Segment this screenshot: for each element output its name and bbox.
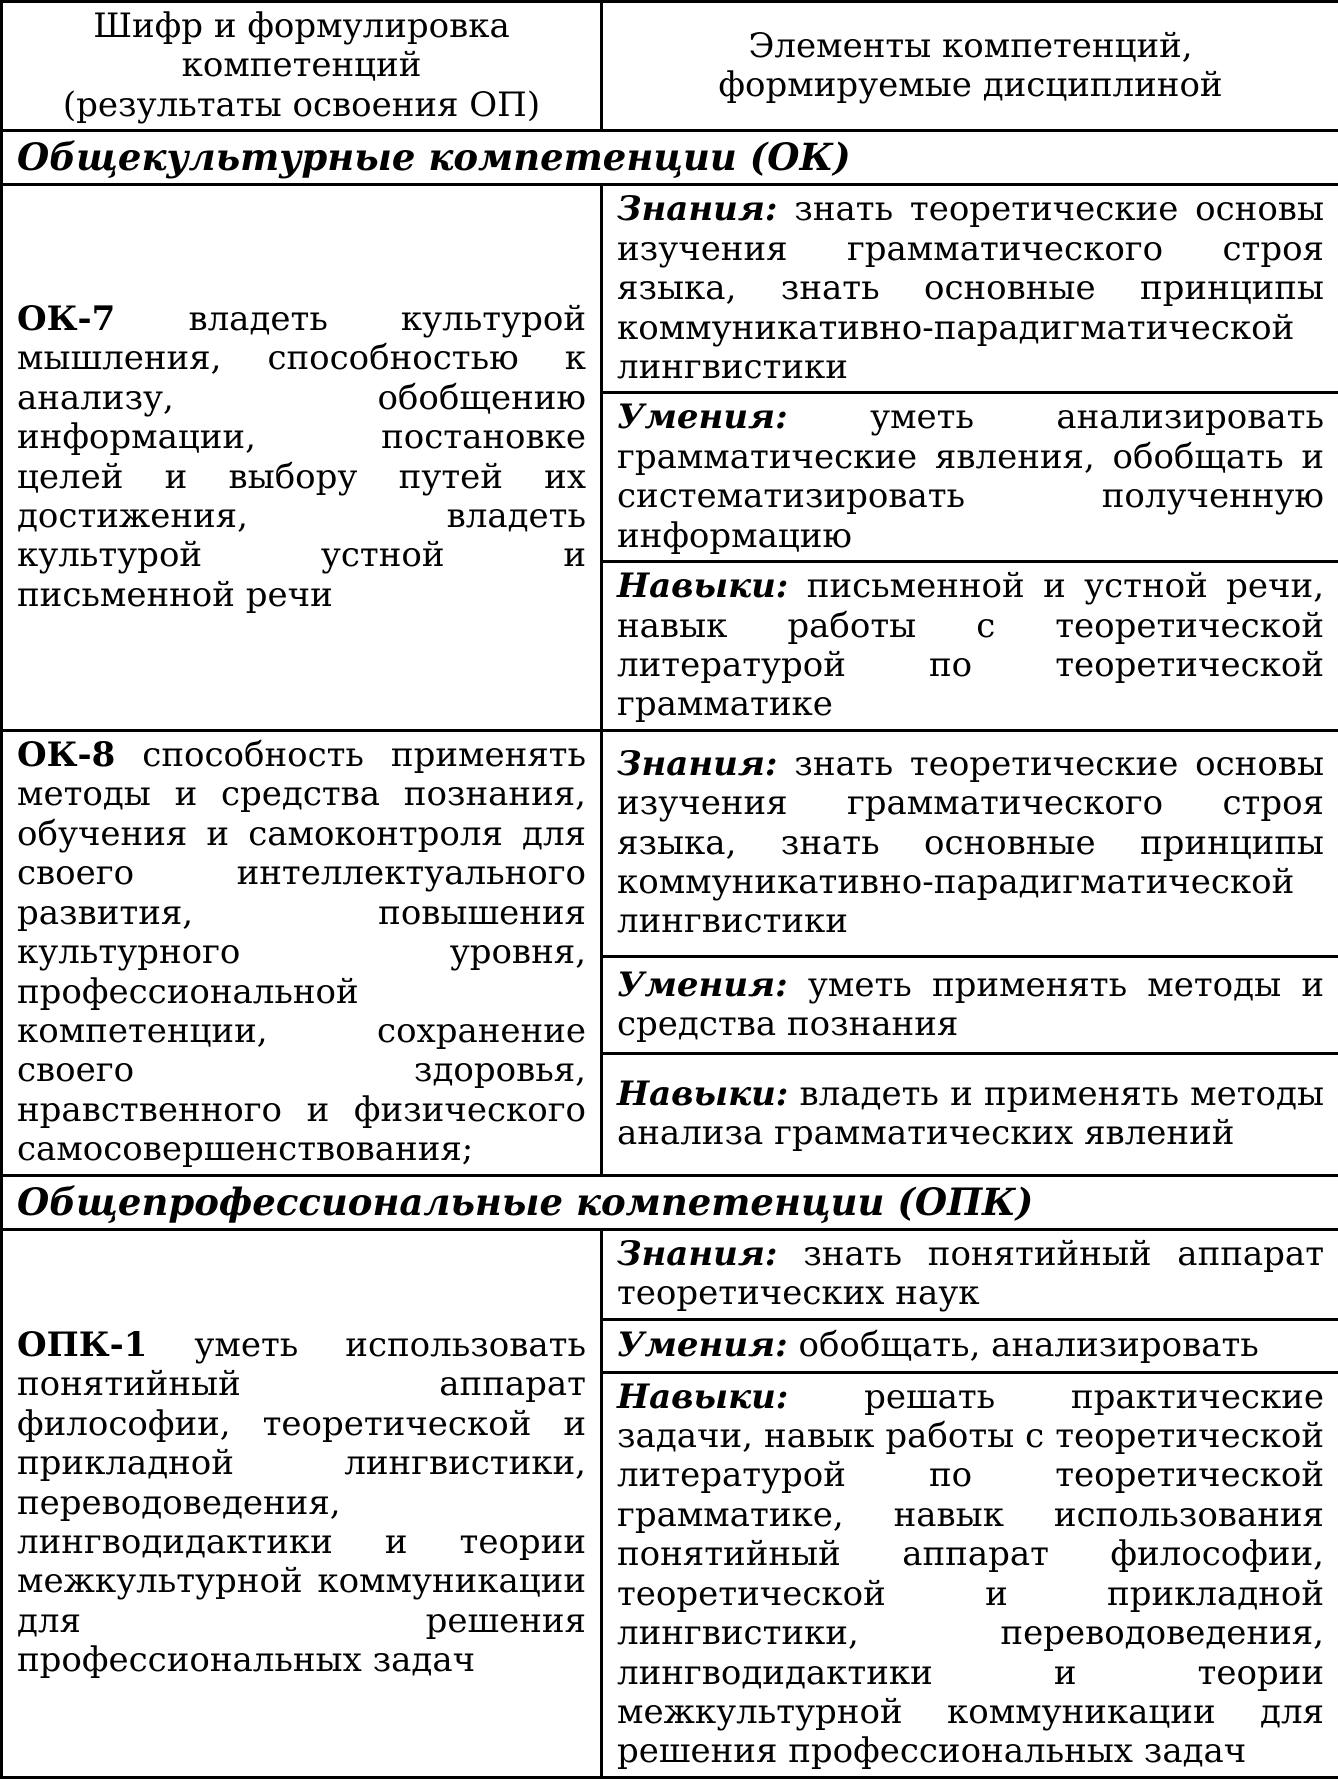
element-cell-ok8-navyki [602, 1054, 1338, 1176]
competency-code-ok7: ОК-7 [17, 299, 115, 339]
section-header-ok: Общекультурные компетенции (ОК) [2, 131, 1338, 185]
header-col-elements [602, 2, 1338, 131]
element-text-opk1-navyki: решать практические задачи, навык работы с теоретической литературой по теоретической грамматике, навык использования понятийный аппарат философии, теоретической и прикладной лингвистики, переводоведения, лингводидактики и теории межкультурной коммуникации для решения профессиональных задач [617, 1377, 1324, 1772]
element-label-znaniya: Знания: [617, 744, 777, 784]
element-cell-ok8-umeniya [602, 956, 1338, 1053]
row-opk1-znaniya [2, 1229, 1338, 1319]
section-row-ok [2, 131, 1338, 185]
competency-code-ok8: ОК-8 [17, 735, 115, 775]
header-col-competency-line2: (результаты освоения ОП) [17, 86, 586, 125]
element-text-ok8-umeniya: уметь применять методы и средства познания [617, 965, 1324, 1044]
header-col-elements-line1: Элементы компетенций, [617, 27, 1324, 66]
competency-cell-ok7 [2, 185, 602, 731]
element-text-opk1-umeniya: обобщать, анализировать [798, 1325, 1258, 1365]
element-text-ok8-navyki: владеть и применять методы анализа грамматических явлений [617, 1074, 1324, 1153]
element-text-ok7-znaniya: знать теоретические основы изучения грамматического строя языка, знать основные принципы коммуникативно-парадигматической лингвистики [617, 189, 1324, 387]
element-cell-opk1-znaniya [602, 1229, 1338, 1319]
competency-description-ok7: владеть культурой мышления, способностью к анализу, обобщению информации, постановке целей и выбору путей их достижения, владеть культурой устной и письменной речи [17, 299, 586, 615]
section-header-opk: Общепрофессиональные компетенции (ОПК) [2, 1175, 1338, 1229]
element-label-umeniya: Умения: [617, 1325, 788, 1365]
element-cell-opk1-umeniya [602, 1319, 1338, 1372]
element-cell-ok7-navyki [602, 562, 1338, 731]
element-text-ok7-navyki: письменной и устной речи, навык работы с теоретической литературой по теоретической грамматике [617, 566, 1324, 724]
table-header-row [2, 2, 1338, 131]
element-text-opk1-znaniya: знать понятийный аппарат теоретических наук [617, 1234, 1324, 1313]
header-col-competency [2, 2, 602, 131]
competency-code-opk1: ОПК-1 [17, 1325, 147, 1365]
row-ok7-znaniya [2, 185, 1338, 393]
element-label-znaniya: Знания: [617, 1234, 777, 1274]
element-text-ok8-znaniya: знать теоретические основы изучения грамматического строя языка, знать основные принципы коммуникативно-парадигматической лингвистики [617, 744, 1324, 942]
header-col-competency-line1: Шифр и формулировка компетенций [17, 7, 586, 86]
competency-description-opk1: уметь использовать понятийный аппарат философии, теоретической и прикладной лингвистики, переводоведения, лингводидактики и теории межкультурной коммуникации для решения профессиональных задач [17, 1325, 586, 1681]
element-label-navyki: Навыки: [617, 566, 788, 606]
element-text-ok7-umeniya: уметь анализировать грамматические явления, обобщать и систематизировать полученную информацию [617, 397, 1324, 555]
element-label-umeniya: Умения: [617, 397, 788, 437]
header-col-elements-line2: формируемые дисциплиной [617, 66, 1324, 105]
element-cell-ok7-umeniya [602, 393, 1338, 562]
competency-description-ok8: способность применять методы и средства познания, обучения и самоконтроля для своего интеллектуального развития, повышения культурного уровня, профессиональной компетенции, сохранение своего здоровья, нравственного и физического самосовершенствования; [17, 735, 586, 1169]
competency-cell-ok8 [2, 730, 602, 1175]
element-label-znaniya: Знания: [617, 189, 777, 229]
competency-cell-opk1 [2, 1229, 602, 1777]
section-row-opk [2, 1175, 1338, 1229]
element-label-umeniya: Умения: [617, 965, 788, 1005]
element-label-navyki: Навыки: [617, 1377, 788, 1417]
element-cell-ok7-znaniya [602, 185, 1338, 393]
element-cell-ok8-znaniya [602, 730, 1338, 956]
element-cell-opk1-navyki [602, 1372, 1338, 1777]
row-ok8-znaniya [2, 730, 1338, 956]
element-label-navyki: Навыки: [617, 1074, 788, 1114]
